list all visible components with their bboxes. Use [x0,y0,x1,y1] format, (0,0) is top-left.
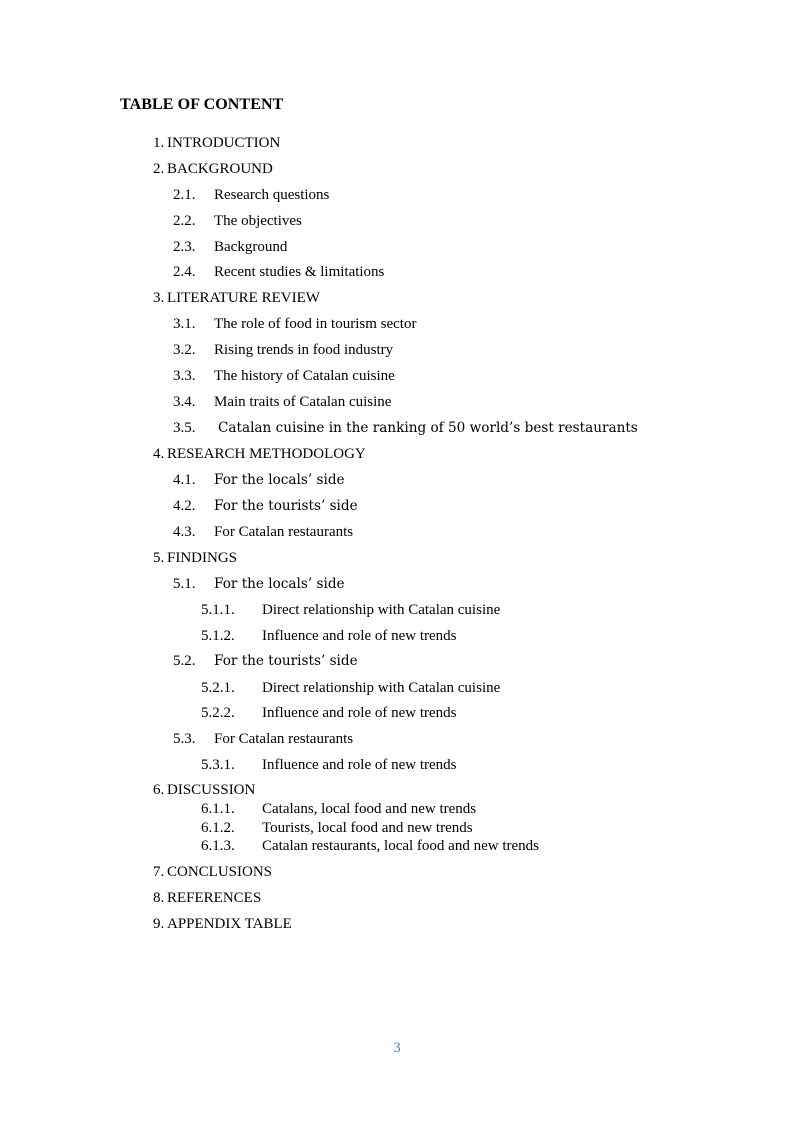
toc-entry-number: 6.1.3. [201,838,235,854]
toc-entry-number: 5.2.1. [201,680,235,696]
toc-entry-number: 2.2. [173,213,196,229]
toc-entry-label: Catalans, local food and new trends [262,801,477,817]
toc-entry-number: 3.2. [173,342,196,358]
toc-entry-label: Influence and role of new trends [262,628,457,644]
toc-entry-number: 3.4. [173,394,196,410]
toc-entry-label: Tourists, local food and new trends [262,820,473,836]
toc-entry-number: 7. [153,864,165,880]
toc-entry-label: Research questions [214,187,330,203]
toc-entry-number: 2.3. [173,239,196,255]
toc-entry-number: 3.5. [173,420,196,436]
toc-entry-label: Catalan restaurants, local food and new trends [262,838,539,854]
toc-entry-number: 3.3. [173,368,196,384]
toc-entry-label: Influence and role of new trends [262,705,457,721]
toc-entry-label: The history of Catalan cuisine [214,368,395,384]
toc-entry-label: Main traits of Catalan cuisine [214,394,392,410]
toc-entry-number: 5.2.2. [201,705,235,721]
toc-entry-label: CONCLUSIONS [167,864,273,880]
toc-entry-label: REFERENCES [167,890,262,906]
toc-entry-label: For Catalan restaurants [214,731,354,747]
toc-entry-number: 2.1. [173,187,196,203]
toc-entry-label: INTRODUCTION [167,135,281,151]
toc-entry-number: 3.1. [173,316,196,332]
toc-entry-number: 5.1.2. [201,628,235,644]
toc-entry-label: APPENDIX TABLE [167,916,292,932]
toc-entry-label: For the locals’ side [214,472,345,488]
toc-entry-number: 6. [153,782,165,798]
toc-entry-number: 2. [153,161,165,177]
toc-entry-label: For Catalan restaurants [214,524,354,540]
toc-entry-label: For the tourists’ side [214,653,358,669]
toc-entry-number: 5.1. [173,576,196,592]
toc-entry-label: LITERATURE REVIEW [167,290,320,306]
toc-entry-label: Background [214,239,288,255]
toc-entry-label: FINDINGS [167,550,238,566]
toc-entry-number: 1. [153,135,165,151]
toc-entry-label: For the locals’ side [214,576,345,592]
toc-entry-number: 4.2. [173,498,196,514]
toc-entry-label: Rising trends in food industry [214,342,394,358]
toc-entry-number: 8. [153,890,165,906]
toc-entry-number: 5.2. [173,653,196,669]
toc-entry-label: BACKGROUND [167,161,273,177]
toc-entry-number: 5. [153,550,165,566]
page-title: TABLE OF CONTENT [120,96,284,113]
toc-entry-number: 9. [153,916,165,932]
toc-entry-number: 3. [153,290,165,306]
toc-entry-number: 4.1. [173,472,196,488]
toc-entry-label: Influence and role of new trends [262,757,457,773]
toc-entry-number: 6.1.2. [201,820,235,836]
toc-entry-number: 6.1.1. [201,801,235,817]
toc-entry-number: 5.3. [173,731,196,747]
toc-entry-label: The objectives [214,213,302,229]
toc-entry-label: Direct relationship with Catalan cuisine [262,680,501,696]
toc-entry-label: Recent studies & limitations [214,264,385,280]
toc-entry-label: Catalan cuisine in the ranking of 50 world’s best restaurants [218,420,638,436]
toc-entry-number: 4. [153,446,165,462]
toc-entry-number: 5.1.1. [201,602,235,618]
toc-entry-label: The role of food in tourism sector [214,316,417,332]
toc-entry-label: RESEARCH METHODOLOGY [167,446,366,462]
page-number: 3 [393,1040,401,1056]
toc-entry-label: Direct relationship with Catalan cuisine [262,602,501,618]
toc-entry-number: 2.4. [173,264,196,280]
toc-entry-label: For the tourists’ side [214,498,358,514]
toc-entry-number: 4.3. [173,524,196,540]
toc-entry-label: DISCUSSION [167,782,256,798]
toc-entry-number: 5.3.1. [201,757,235,773]
